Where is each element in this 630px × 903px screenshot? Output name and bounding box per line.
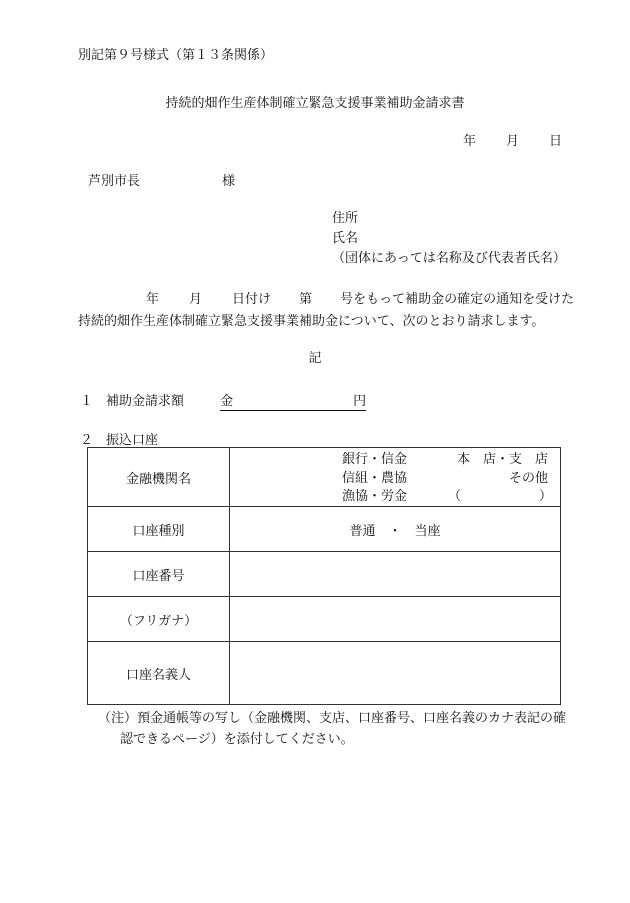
furigana-field[interactable] <box>230 597 561 642</box>
date-year: 年 <box>463 134 477 149</box>
applicant-block <box>332 209 566 269</box>
bank-account-heading: ２ 振込口座 <box>80 433 159 448</box>
table-row <box>88 507 561 552</box>
date-day: 日 <box>549 134 563 149</box>
table-row <box>88 597 561 642</box>
amount-suffix: 円 <box>353 394 367 409</box>
document-title: 持続的畑作生産体制確立緊急支援事業補助金請求書 <box>165 96 465 111</box>
form-number: 別記第９号様式（第１３条関係） <box>78 48 274 63</box>
recipient-honorific: 様 <box>222 174 236 189</box>
attachment-note <box>98 708 566 750</box>
bank-name-label: 金融機関名 <box>88 448 230 507</box>
applicant-note: （団体にあっては名称及び代表者氏名） <box>332 251 566 266</box>
table-row <box>88 642 561 705</box>
bank-type-options: 銀行・信金 信組・農協 漁協・労金 <box>342 452 408 504</box>
claim-amount-row <box>80 390 366 411</box>
note-line-2: 認できるページ）を添付してください。 <box>120 732 354 747</box>
account-type-field[interactable]: 普通 ・ 当座 <box>230 507 561 552</box>
recipient-name: 芦別市長 <box>88 174 141 189</box>
furigana-label: （フリガナ） <box>88 597 230 642</box>
account-number-field[interactable] <box>230 552 561 597</box>
bank-account-table <box>87 447 561 705</box>
claim-amount-label: １ 補助金請求額 <box>80 394 185 409</box>
note-line-1: （注）預金通帳等の写し（金融機関、支店、口座番号、口座名義のカナ表記の確 <box>98 711 567 726</box>
name-label: 氏名 <box>332 231 359 246</box>
date-line <box>463 130 562 149</box>
date-month: 月 <box>506 134 520 149</box>
table-row <box>88 448 561 507</box>
bank-name-field[interactable] <box>230 448 561 507</box>
recipient <box>88 170 235 189</box>
account-number-label: 口座番号 <box>88 552 230 597</box>
account-holder-label: 口座名義人 <box>88 642 230 705</box>
table-row <box>88 552 561 597</box>
request-line-2: 持続的畑作生産体制確立緊急支援事業補助金について、次のとおり請求します。 <box>78 314 545 329</box>
address-label: 住所 <box>332 211 359 226</box>
ki-heading: 記 <box>308 351 322 366</box>
claim-amount-field[interactable] <box>220 390 366 411</box>
request-text <box>78 289 598 333</box>
branch-type-options: 本 店・支 店 その他 （ ） <box>448 452 553 504</box>
account-holder-field[interactable] <box>230 642 561 705</box>
account-type-label: 口座種別 <box>88 507 230 552</box>
amount-prefix: 金 <box>220 394 234 409</box>
request-line-1: 年 月 日付け 第 号をもって補助金の確定の通知を受けた <box>146 292 575 307</box>
